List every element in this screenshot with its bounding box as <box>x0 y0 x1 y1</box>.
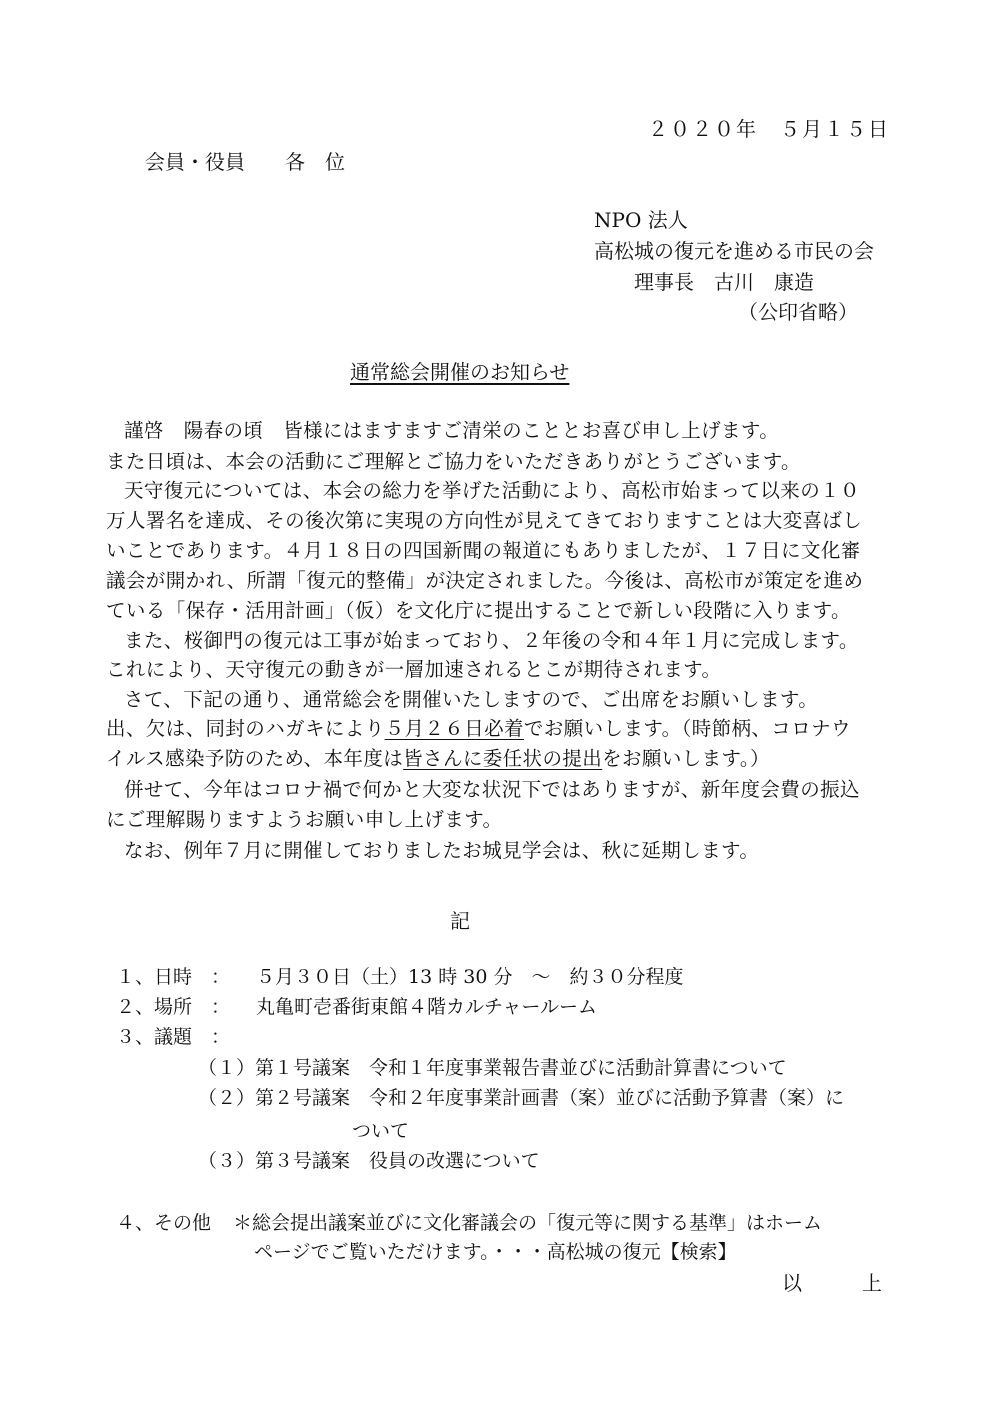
item-place-label: ２、場所 ： <box>116 996 231 1018</box>
body-line: 万人署名を達成、その後次第に実現の方向性が見えてきておりますことは大変喜ばし <box>106 509 863 532</box>
body-line: また日頃は、本会の活動にご理解とご協力をいただきありがとうございます。 <box>106 450 801 473</box>
addressee: 会員・役員 各 位 <box>145 150 345 174</box>
sender-representative: 理事長 古川 康造 <box>634 270 814 294</box>
body-line: 謹啓 陽春の頃 皆様にはますますご清栄のこととお喜び申し上げます。 <box>124 419 780 442</box>
closing: 以 上 <box>782 1271 902 1295</box>
item-datetime-value: ５月３０日（土）13 時 30 分 ～ 約３０分程度 <box>256 966 684 988</box>
ki-heading: 記 <box>450 909 470 933</box>
agenda-item-continued: ついて <box>352 1120 410 1142</box>
body-line: また、桜御門の復元は工事が始まっており、２年後の令和４年１月に完成します。 <box>124 629 859 652</box>
body-text: でお願いします。（時節柄、コロナウ <box>523 717 851 740</box>
body-line: ている「保存・活用計画」（仮）を文化庁に提出することで新しい段階に入ります。 <box>106 599 851 622</box>
body-line: さて、下記の通り、通常総会を開催いたしますので、ご出席をお願いします。 <box>124 688 819 711</box>
agenda-item: （３）第３号議案 役員の改選について <box>198 1150 540 1172</box>
document-title: 通常総会開催のお知らせ <box>350 360 570 384</box>
body-line: いことであります。４月１８日の四国新聞の報道にもありましたが、１７日に文化審 <box>106 539 861 562</box>
body-line: 併せて、今年はコロナ禍で何かと大変な状況下ではありますが、新年度会費の振込 <box>124 778 860 801</box>
body-line: 議会が開かれ、所謂「復元的整備」が決定されました。今後は、高松市が策定を進め <box>106 569 864 592</box>
body-text: イルス感染予防のため、本年度は <box>106 747 404 770</box>
item-other-label: ４、その他 <box>116 1212 212 1234</box>
body-line: これにより、天守復元の動きが一層加速されるとこが期待されます。 <box>106 658 722 681</box>
item-place-value: 丸亀町壱番街東館４階カルチャールーム <box>256 996 598 1018</box>
item-agenda-label: ３、議題 ： <box>116 1026 231 1048</box>
body-line: 天守復元については、本会の総力を挙げた活動により、高松市始まって以来の１０ <box>124 479 860 502</box>
proxy-request: 皆さんに委任状の提出 <box>403 747 603 770</box>
body-text: をお願いします。） <box>602 747 770 770</box>
agenda-item: （２）第２号議案 令和２年度事業計画書（案）並びに活動予算書（案）に <box>198 1087 845 1109</box>
sender-org-type: NPO 法人 <box>594 208 688 232</box>
document-date: ２０２０年 ５月１５日 <box>648 117 890 141</box>
sender-org-name: 高松城の復元を進める市民の会 <box>594 239 874 263</box>
item-datetime-label: １、日時 ： <box>116 966 231 988</box>
seal-note: （公印省略） <box>738 300 858 324</box>
item-other-line1: ＊総会提出議案並びに文化審議会の「復元等に関する基準」はホーム <box>233 1212 823 1234</box>
body-text: 出、欠は、同封のハガキにより <box>106 717 385 740</box>
agenda-item: （１）第１号議案 令和１年度事業報告書並びに活動計算書について <box>198 1057 787 1079</box>
body-line: にご理解賜りますようお願い申し上げます。 <box>106 808 503 831</box>
body-line-proxy <box>106 746 770 772</box>
body-line: なお、例年７月に開催しておりましたお城見学会は、秋に延期します。 <box>124 839 760 862</box>
rsvp-deadline: ５月２６日必着 <box>384 717 524 740</box>
body-line-rsvp <box>106 716 851 742</box>
item-other-line2: ページでご覧いただけます。・・・高松城の復元【検索】 <box>254 1241 737 1263</box>
